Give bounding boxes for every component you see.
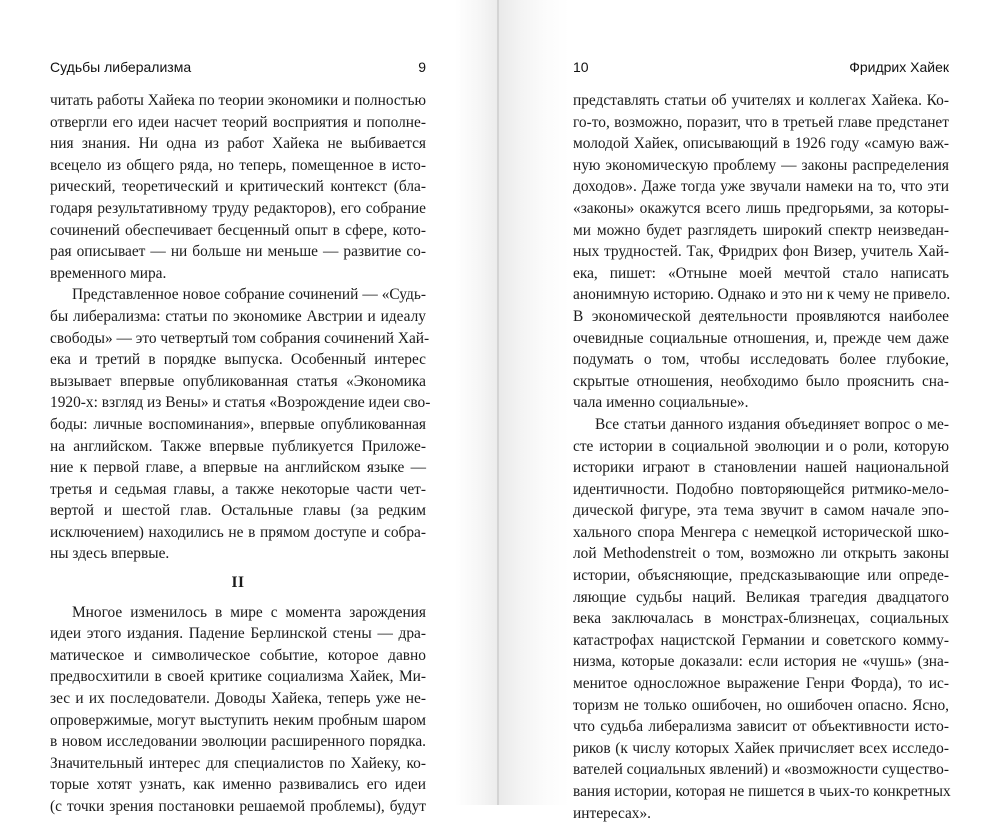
text-line: го-то, возможно, поразит, что в третьей главе предстанет bbox=[573, 113, 949, 131]
text-line: историки играют в становлении нашей национальной bbox=[573, 459, 949, 477]
text-line: хального спора Менгера с немецкой исторической шко- bbox=[573, 523, 949, 541]
text-line: предвосхитили в своей критике социализма Хайек, Ми- bbox=[50, 668, 426, 686]
right-page bbox=[499, 0, 1000, 822]
running-title: Судьбы либерализма bbox=[50, 59, 192, 75]
text-line: «законы» окажутся всего лишь предгорьями, за которы- bbox=[573, 199, 949, 217]
text-line: вертой и шестой глав. Остальные главы (за редким bbox=[50, 502, 426, 520]
text-line: ние к первой главе, а впервые на английском языке — bbox=[50, 459, 426, 477]
text-line: чала именно социальные». bbox=[573, 394, 749, 412]
text-line: Все статьи данного издания объединяет вопрос о ме- bbox=[595, 415, 949, 433]
text-line: скрытые отношения, необходимо было прояснить сна- bbox=[573, 372, 949, 390]
text-line: ны здесь впервые. bbox=[50, 545, 170, 563]
text-line: низма, которые доказали: если история не «чушь» (зна- bbox=[573, 653, 949, 671]
text-line: ми можно будет разглядеть широкий спектр неизведан- bbox=[573, 221, 949, 239]
text-line: века заключалась в монстрах-близнецах, социальных bbox=[573, 610, 949, 628]
text-line: менитое односложное выражение Генри Форда), то ис- bbox=[573, 675, 949, 693]
text-line: (с точки зрения постановки решаемой проблемы), будут bbox=[50, 798, 426, 815]
text-line: лой Methodenstreit о том, возможно ли открыть законы bbox=[573, 545, 949, 563]
text-line: вызывает впервые опубликованная статья «Экономика bbox=[50, 372, 426, 390]
text-line: анонимную историю. Однако и это ни к чему не привело. bbox=[573, 286, 951, 304]
text-line: боды: личные воспоминания», впервые опубликованная bbox=[50, 415, 426, 433]
text-line: матическое и символическое событие, которое давно bbox=[50, 646, 426, 664]
text-line: представлять статьи об учителях и коллегах Хайека. Ко- bbox=[573, 92, 949, 109]
page-number: 9 bbox=[418, 59, 426, 75]
right-running-head bbox=[573, 57, 949, 77]
text-line: риков (к числу которых Хайек причисляет всех исследо- bbox=[573, 739, 949, 757]
text-line: идеи этого издания. Падение Берлинской стены — дра- bbox=[50, 625, 426, 643]
text-line: очевидные социальные отношения, и, прежде чем даже bbox=[573, 329, 949, 347]
text-line: бы либерализма: статьи по экономике Австрии и идеалу bbox=[50, 307, 426, 325]
left-running-head bbox=[50, 57, 426, 77]
section-heading: II bbox=[231, 574, 245, 592]
text-line: на английском. Также впервые публикуется Приложе- bbox=[50, 437, 426, 455]
running-title: Фридрих Хайек bbox=[849, 59, 949, 75]
text-line: В экономической деятельности проявляются наиболее bbox=[573, 307, 949, 325]
text-line: в новом исследовании эволюции расширенного порядка. bbox=[50, 733, 426, 751]
paragraph bbox=[573, 414, 949, 824]
text-line: отвергли его идеи насчет теорий восприятия и пополне- bbox=[50, 113, 426, 131]
text-line: торые хотят узнать, как именно развивались его идеи bbox=[50, 776, 426, 794]
paragraph bbox=[573, 90, 949, 414]
text-line: интересах». bbox=[573, 804, 652, 822]
text-line: Многое изменилось в мире с момента зарождения bbox=[72, 603, 426, 621]
text-line: временного мира. bbox=[50, 264, 167, 282]
text-line: всецело из общего ряда, но теперь, помещенное в исто- bbox=[50, 156, 426, 174]
text-line: Представленное новое собрание сочинений — «Судь- bbox=[72, 286, 426, 304]
text-line: дической фигуре, эта тема звучит в самом начале эпо- bbox=[573, 502, 949, 520]
text-line: Значительный интерес для специалистов по Хайеку, ко- bbox=[50, 754, 426, 772]
page-number: 10 bbox=[573, 59, 589, 75]
text-line: опровержимые, могут выступить неким пробным шаром bbox=[50, 711, 426, 729]
text-line: 1920-х: взгляд из Вены» и статья «Возрождение идеи сво- bbox=[50, 394, 431, 412]
paragraph bbox=[50, 284, 431, 565]
text-line: ных трудностей. Так, Фридрих фон Визер, учитель Хай- bbox=[573, 243, 949, 261]
text-line: сочинений обеспечивает бесценный опыт в сфере, кото- bbox=[50, 221, 426, 239]
left-body-text bbox=[50, 90, 431, 818]
text-line: сте истории в социальной эволюции и о роли, которую bbox=[573, 437, 949, 455]
text-line: ную экономическую проблему — законы распределения bbox=[573, 156, 949, 174]
paragraph bbox=[50, 90, 426, 284]
left-page bbox=[0, 0, 498, 815]
text-line: ека, пишет: «Отныне моей мечтой стало написать bbox=[573, 264, 949, 282]
text-line: ека и третий в порядке выпуска. Особенный интерес bbox=[50, 351, 426, 369]
text-line: истории, объясняющие, предсказывающие или опреде- bbox=[573, 567, 949, 585]
text-line: третья и седьмая главы, а также некоторые части чет- bbox=[50, 480, 426, 498]
text-line: исключением) находились не в прямом доступе и собра- bbox=[50, 523, 426, 541]
text-line: молодой Хайек, описывающий в 1926 году «самую важ- bbox=[573, 135, 949, 153]
text-line: читать работы Хайека по теории экономики и полностью bbox=[50, 92, 426, 109]
text-line: рая описывает — ни больше ни меньше — развитие со- bbox=[50, 243, 426, 261]
text-line: вания истории, которая не пишется в чьих-то конкретных bbox=[573, 783, 951, 800]
right-body-text bbox=[573, 90, 949, 824]
text-line: свободы» — это четвертый том собрания сочинений Хай- bbox=[50, 329, 430, 347]
paragraph bbox=[50, 602, 426, 818]
text-line: идентичности. Подобно повторяющейся ритмико-мело- bbox=[573, 480, 949, 498]
text-line: торизм не только ошибочен, но ошибочен опасно. Ясно, bbox=[573, 696, 949, 714]
text-line: ляющие судьбы наций. Великая трагедия двадцатого bbox=[573, 588, 949, 606]
text-line: что судьба либерализма зависит от объективности исто- bbox=[573, 718, 949, 736]
text-line: зес и их последователи. Доводы Хайека, теперь уже не- bbox=[50, 690, 426, 708]
text-line: ния знания. Ни одна из работ Хайека не выбивается bbox=[50, 135, 426, 153]
text-line: рический, теоретический и критический контекст (бла- bbox=[50, 178, 426, 196]
text-line: подумать о том, чтобы исследовать более глубокие, bbox=[573, 351, 949, 369]
text-line: вателей социальных явлений) и «возможности существо- bbox=[573, 761, 949, 779]
text-line: катастрофах нацистской Германии и советского комму- bbox=[573, 631, 949, 649]
text-line: доходов». Даже тогда уже звучали намеки на то, что эти bbox=[573, 178, 949, 196]
text-line: годаря результативному труду редакторов), его собрание bbox=[50, 199, 426, 217]
